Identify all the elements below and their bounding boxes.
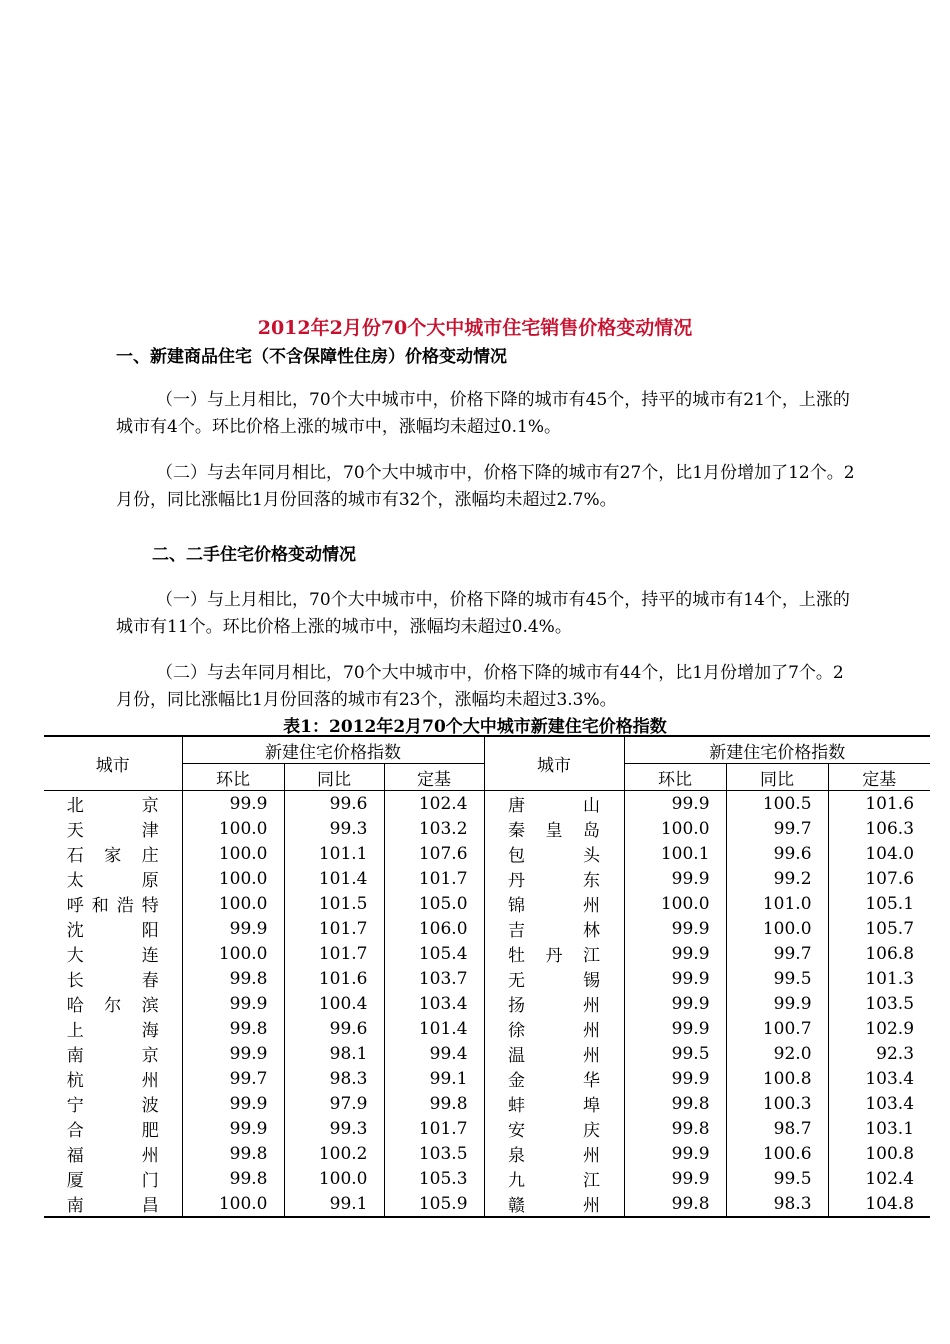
city-cell-right: 无锡 [508,971,601,991]
base-cell-left: 101.7 [384,1116,484,1141]
yoy-cell-right: 99.2 [726,866,828,891]
col-yoy-left: 同比 [284,764,384,791]
city-cell-left-wrap [44,1066,182,1091]
yoy-cell-left: 99.3 [284,1116,384,1141]
city-cell-right: 徐州 [508,1021,601,1041]
mom-cell-left: 99.9 [182,1116,284,1141]
city-cell-left: 杭州 [66,1071,159,1091]
city-cell-right: 锦州 [508,896,601,916]
yoy-cell-right: 98.7 [726,1116,828,1141]
mom-cell-right: 99.8 [624,1091,726,1116]
yoy-cell-left: 100.4 [284,991,384,1016]
yoy-cell-right: 99.9 [726,991,828,1016]
yoy-cell-right: 100.7 [726,1016,828,1041]
city-cell-left: 哈尔滨 [66,996,159,1016]
city-cell-left-wrap [44,916,182,941]
city-cell-left: 呼和浩特 [66,896,159,916]
mom-cell-left: 100.0 [182,891,284,916]
city-cell-left-wrap [44,1016,182,1041]
base-cell-right: 106.8 [865,943,915,964]
base-cell-right: 100.8 [865,1143,915,1164]
city-cell-left: 长春 [66,971,159,991]
mom-cell-right: 99.9 [624,966,726,991]
yoy-cell-left: 101.6 [284,966,384,991]
mom-cell-right: 99.9 [624,791,726,817]
city-cell-left: 天津 [66,821,159,841]
city-cell-left: 沈阳 [66,921,159,941]
city-cell-left-wrap [44,1141,182,1166]
city-cell-left: 厦门 [66,1171,159,1191]
mom-cell-right: 99.9 [624,1066,726,1091]
yoy-cell-right: 100.0 [726,916,828,941]
city-cell-right-wrap [484,1016,624,1041]
base-cell-left: 99.4 [384,1041,484,1066]
city-cell-left: 大连 [66,946,159,966]
yoy-cell-right: 99.5 [726,1166,828,1191]
city-cell-left-wrap [44,1166,182,1191]
mom-cell-left: 99.8 [182,1141,284,1166]
section1-heading: 一、新建商品住宅（不含保障性住房）价格变动情况 [116,347,507,367]
table-row [44,866,930,891]
city-cell-left-wrap [44,841,182,866]
city-cell-left: 福州 [66,1146,159,1166]
city-cell-right-wrap [484,816,624,841]
city-cell-right-wrap [484,916,624,941]
city-cell-right-wrap [484,966,624,991]
city-cell-right: 赣州 [508,1196,601,1216]
price-index-table [44,735,930,1218]
base-cell-left: 106.0 [384,916,484,941]
base-cell-left: 99.1 [384,1066,484,1091]
table-row [44,941,930,966]
yoy-cell-right: 92.0 [726,1041,828,1066]
yoy-cell-right: 100.3 [726,1091,828,1116]
city-cell-left-wrap [44,966,182,991]
city-cell-right: 九江 [508,1171,601,1191]
yoy-cell-right: 99.7 [726,816,828,841]
city-cell-left-wrap [44,816,182,841]
city-header-left: 城市 [44,736,182,791]
yoy-cell-right: 99.6 [726,841,828,866]
base-cell-left: 103.2 [384,816,484,841]
mom-cell-right: 100.0 [624,816,726,841]
city-cell-right: 安庆 [508,1121,601,1141]
city-cell-right-wrap [484,1091,624,1116]
yoy-cell-left: 101.5 [284,891,384,916]
city-cell-left-wrap [44,941,182,966]
city-cell-left-wrap [44,1116,182,1141]
city-cell-right-wrap [484,1066,624,1091]
base-cell-right: 103.4 [865,1068,915,1089]
base-cell-left: 101.7 [384,866,484,891]
city-cell-left: 北京 [66,796,159,816]
city-cell-left: 南京 [66,1046,159,1066]
yoy-cell-right: 101.0 [726,891,828,916]
city-cell-left-wrap [44,891,182,916]
mom-cell-right: 99.5 [624,1041,726,1066]
city-cell-left: 石家庄 [66,846,159,866]
yoy-cell-left: 99.1 [284,1191,384,1217]
table-row [44,1041,930,1066]
base-cell-right: 103.5 [865,993,915,1014]
mom-cell-left: 99.7 [182,1066,284,1091]
city-cell-right: 蚌埠 [508,1096,601,1116]
base-cell-left: 105.9 [384,1191,484,1217]
base-cell-right: 104.8 [828,1191,930,1217]
mom-cell-left: 99.9 [182,791,284,817]
mom-cell-left: 100.0 [182,841,284,866]
base-cell-right: 105.7 [865,918,915,939]
section2-heading: 二、二手住宅价格变动情况 [152,545,356,565]
city-cell-left-wrap [44,1091,182,1116]
mom-cell-left: 100.0 [182,1191,284,1217]
yoy-cell-right: 100.6 [726,1141,828,1166]
mom-cell-right: 99.8 [624,1116,726,1141]
mom-cell-left: 99.9 [182,991,284,1016]
mom-cell-right: 100.0 [624,891,726,916]
mom-cell-right: 99.9 [624,1016,726,1041]
mom-cell-right: 99.9 [624,991,726,1016]
city-cell-right-wrap [484,991,624,1016]
mom-cell-right: 99.8 [624,1191,726,1217]
base-cell-right: 103.4 [865,1093,915,1114]
city-cell-right-wrap [484,1041,624,1066]
mom-cell-left: 99.8 [182,1016,284,1041]
city-cell-right: 泉州 [508,1146,601,1166]
city-cell-left: 南昌 [66,1196,159,1216]
base-cell-left: 105.4 [384,941,484,966]
yoy-cell-left: 99.6 [284,791,384,817]
city-cell-right: 金华 [508,1071,601,1091]
city-cell-right-wrap [484,1166,624,1191]
city-cell-right: 扬州 [508,996,601,1016]
mom-cell-right: 99.9 [624,916,726,941]
mom-cell-right: 100.1 [624,841,726,866]
yoy-cell-right: 99.5 [726,966,828,991]
base-cell-left: 101.4 [384,1016,484,1041]
base-cell-right: 101.3 [865,968,915,989]
base-cell-right: 107.6 [865,868,915,889]
table-row [44,1141,930,1166]
city-header-right: 城市 [484,736,624,791]
city-cell-right-wrap [484,1116,624,1141]
base-cell-right: 104.0 [865,843,915,864]
table-row [44,991,930,1016]
col-base-right: 定基 [828,764,930,791]
col-yoy-right: 同比 [726,764,828,791]
base-cell-left: 105.3 [384,1166,484,1191]
base-cell-left: 99.8 [384,1091,484,1116]
mom-cell-right: 99.9 [624,866,726,891]
city-cell-left: 太原 [66,871,159,891]
yoy-cell-left: 100.0 [284,1166,384,1191]
city-cell-right-wrap [484,891,624,916]
base-cell-left: 102.4 [384,791,484,817]
city-cell-right-wrap [484,1191,624,1217]
yoy-cell-right: 100.5 [726,791,828,817]
yoy-cell-left: 100.2 [284,1141,384,1166]
table-row [44,1166,930,1191]
city-cell-right-wrap [484,941,624,966]
table-row [44,841,930,866]
base-cell-left: 107.6 [384,841,484,866]
mom-cell-right: 99.9 [624,1166,726,1191]
yoy-cell-left: 99.3 [284,816,384,841]
table-row [44,791,930,817]
city-cell-left-wrap [44,866,182,891]
mom-cell-left: 100.0 [182,816,284,841]
table-row [44,1066,930,1091]
city-cell-right: 温州 [508,1046,601,1066]
mom-cell-left: 99.9 [182,916,284,941]
table-row [44,916,930,941]
base-cell-right: 102.9 [865,1018,915,1039]
section2-paragraph-2: （二）与去年同月相比，70个大中城市中，价格下降的城市有44个，比1月份增加了7个。2月份，同比涨幅比1月份回落的城市有23个，涨幅均未超过3.3%。 [116,663,844,710]
table-row [44,1116,930,1141]
section1-paragraph-2: （二）与去年同月相比，70个大中城市中，价格下降的城市有27个，比1月份增加了12个。2月份，同比涨幅比1月份回落的城市有32个，涨幅均未超过2.7%。 [116,463,855,510]
mom-cell-left: 100.0 [182,941,284,966]
city-cell-left: 宁波 [66,1096,159,1116]
city-cell-right: 唐山 [508,796,601,816]
base-cell-right: 103.1 [865,1118,915,1139]
base-cell-left: 103.4 [384,991,484,1016]
mom-cell-left: 99.9 [182,1041,284,1066]
yoy-cell-left: 97.9 [284,1091,384,1116]
city-cell-left-wrap [44,1041,182,1066]
table-row [44,891,930,916]
base-cell-left: 103.5 [384,1141,484,1166]
col-mom-right: 环比 [624,764,726,791]
table-row [44,816,930,841]
base-cell-right: 101.6 [865,793,915,814]
base-cell-right: 102.4 [865,1168,915,1189]
yoy-cell-left: 99.6 [284,1016,384,1041]
city-cell-right: 丹东 [508,871,601,891]
index-group-header-right: 新建住宅价格指数 [624,736,930,764]
yoy-cell-left: 101.7 [284,916,384,941]
yoy-cell-left: 101.7 [284,941,384,966]
col-mom-left: 环比 [182,764,284,791]
mom-cell-right: 99.9 [624,941,726,966]
city-cell-right: 包头 [508,846,601,866]
base-cell-left: 105.0 [384,891,484,916]
yoy-cell-left: 98.1 [284,1041,384,1066]
table-row [44,1016,930,1041]
city-cell-left: 合肥 [66,1121,159,1141]
city-cell-right: 吉林 [508,921,601,941]
section1-paragraph-1: （一）与上月相比，70个大中城市中，价格下降的城市有45个，持平的城市有21个，上涨的城市有4个。环比价格上涨的城市中，涨幅均未超过0.1%。 [116,390,850,437]
city-cell-right-wrap [484,866,624,891]
table-row [44,966,930,991]
base-cell-right: 92.3 [876,1043,915,1064]
base-cell-left: 103.7 [384,966,484,991]
mom-cell-right: 99.9 [624,1141,726,1166]
yoy-cell-left: 101.4 [284,866,384,891]
yoy-cell-left: 101.1 [284,841,384,866]
section2-paragraph-1: （一）与上月相比，70个大中城市中，价格下降的城市有45个，持平的城市有14个，上涨的城市有11个。环比价格上涨的城市中，涨幅均未超过0.4%。 [116,590,850,637]
city-cell-right-wrap [484,791,624,817]
city-cell-left-wrap [44,991,182,1016]
table-caption: 表1：2012年2月70个大中城市新建住宅价格指数 [283,717,667,737]
yoy-cell-right: 98.3 [726,1191,828,1217]
table-row [44,1091,930,1116]
city-cell-left-wrap [44,791,182,817]
document-title: 2012年2月份70个大中城市住宅销售价格变动情况 [257,317,693,339]
city-cell-right: 秦皇岛 [508,821,601,841]
city-cell-left: 上海 [66,1021,159,1041]
city-cell-right-wrap [484,1141,624,1166]
col-base-left: 定基 [384,764,484,791]
mom-cell-left: 100.0 [182,866,284,891]
mom-cell-left: 99.9 [182,1091,284,1116]
city-cell-right-wrap [484,841,624,866]
mom-cell-left: 99.8 [182,1166,284,1191]
index-group-header-left: 新建住宅价格指数 [182,736,484,764]
yoy-cell-left: 98.3 [284,1066,384,1091]
city-cell-right: 牡丹江 [508,946,601,966]
table-row [44,1191,930,1217]
base-cell-right: 105.1 [865,893,915,914]
yoy-cell-right: 100.8 [726,1066,828,1091]
base-cell-right: 106.3 [865,818,915,839]
mom-cell-left: 99.8 [182,966,284,991]
yoy-cell-right: 99.7 [726,941,828,966]
city-cell-left-wrap [44,1191,182,1217]
